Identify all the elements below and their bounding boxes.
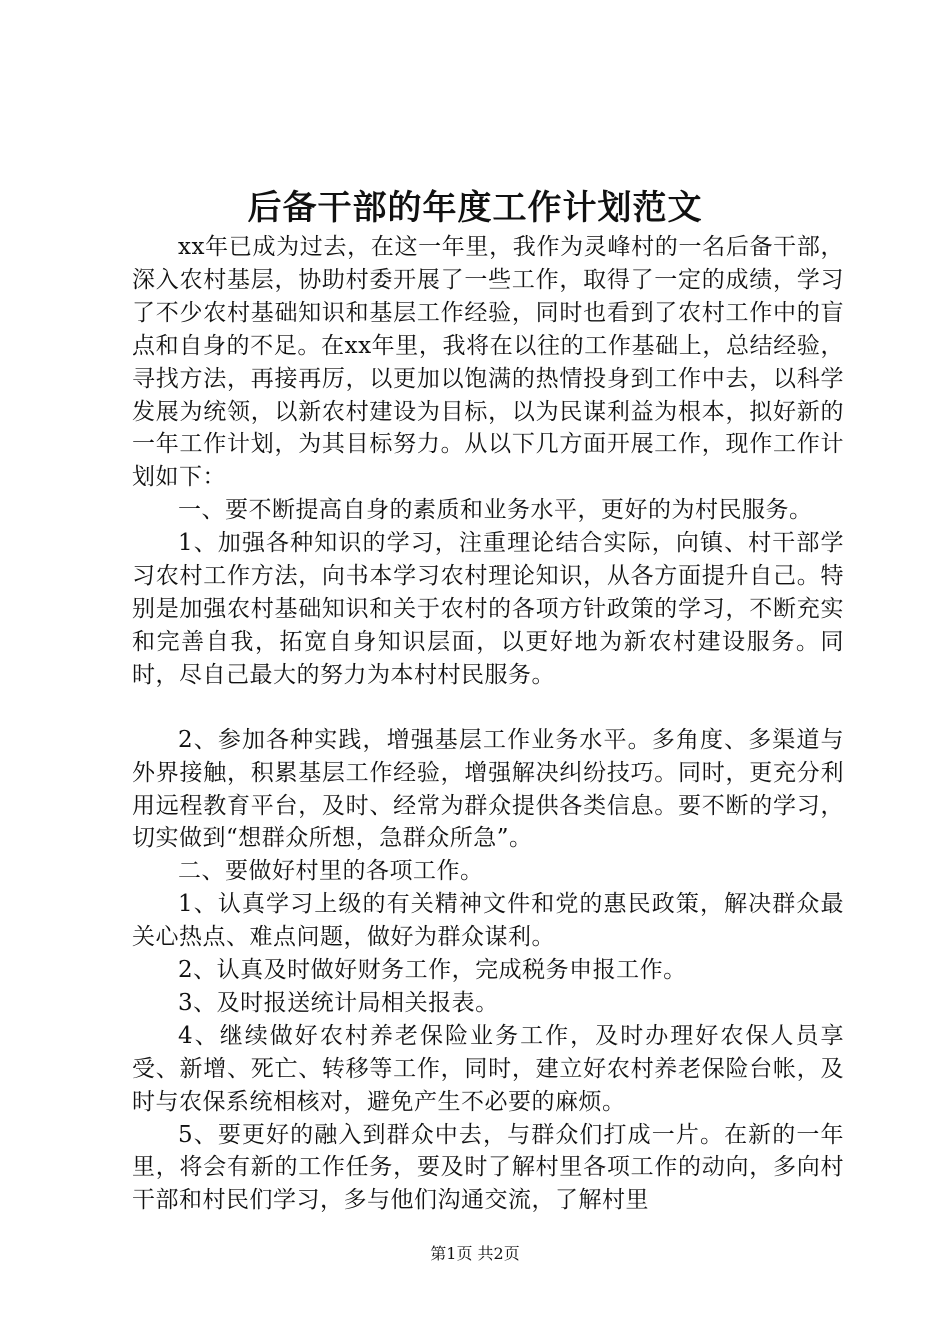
- paragraph-item-2-5: 5、要更好的融入到群众中去，与群众们打成一片。在新的一年里，将会有新的工作任务，要及时了解村里各项工作的动向，多向村干部和村民们学习，多与他们沟通交流，了解村里: [132, 1121, 844, 1214]
- paragraph-item-2-1: 1、认真学习上级的有关精神文件和党的惠民政策，解决群众最关心热点、难点问题，做好为群众谋利。: [132, 891, 844, 951]
- document-title: 后备干部的年度工作计划范文: [247, 188, 703, 228]
- paragraph-item-2-4: 4、继续做好农村养老保险业务工作，及时办理好农保人员享受、新增、死亡、转移等工作，同时，建立好农村养老保险台帐，及时与农保系统相核对，避免产生不必要的麻烦。: [132, 1022, 844, 1115]
- paragraph-item-2-2: 2、认真及时做好财务工作，完成税务申报工作。: [178, 957, 687, 984]
- document-body: [132, 231, 844, 1217]
- paragraph-item-1-1: 1、加强各种知识的学习，注重理论结合实际，向镇、村干部学习农村工作方法，向书本学习农村理论知识，从各方面提升自己。特别是加强农村基础知识和关于农村的各项方针政策的学习，不断充实和完善自我，拓宽自身知识层面，以更好地为新农村建设服务。同时，尽自己最大的努力为本村村民服务。: [132, 530, 844, 688]
- paragraph-item-1-2: 2、参加各种实践，增强基层工作业务水平。多角度、多渠道与外界接触，积累基层工作经验，增强解决纠纷技巧。同时，更充分利用远程教育平台，及时、经常为群众提供各类信息。要不断的学习，切实做到“想群众所想，急群众所急”。: [132, 726, 844, 852]
- section-heading-1: 一、要不断提高自身的素质和业务水平，更好的为村民服务。: [178, 497, 813, 524]
- paragraph-item-2-3: 3、及时报送统计局相关报表。: [178, 989, 499, 1016]
- page-indicator: 第1页 共2页: [430, 1244, 520, 1263]
- paragraph-intro: xx年已成为过去，在这一年里，我作为灵峰村的一名后备干部，深入农村基层，协助村委开展了一些工作，取得了一定的成绩，学习了不少农村基础知识和基层工作经验，同时也看到了农村工作中的盲点和自身的不足。在xx年里，我将在以往的工作基础上，总结经验，寻找方法，再接再厉，以更加以饱满的热情投身到工作中去，以科学发展为统领，以新农村建设为目标，以为民谋利益为根本，拟好新的一年工作计划，为其目标努力。从以下几方面开展工作，现作工作计划如下：: [132, 234, 844, 491]
- section-heading-2: 二、要做好村里的各项工作。: [178, 858, 484, 885]
